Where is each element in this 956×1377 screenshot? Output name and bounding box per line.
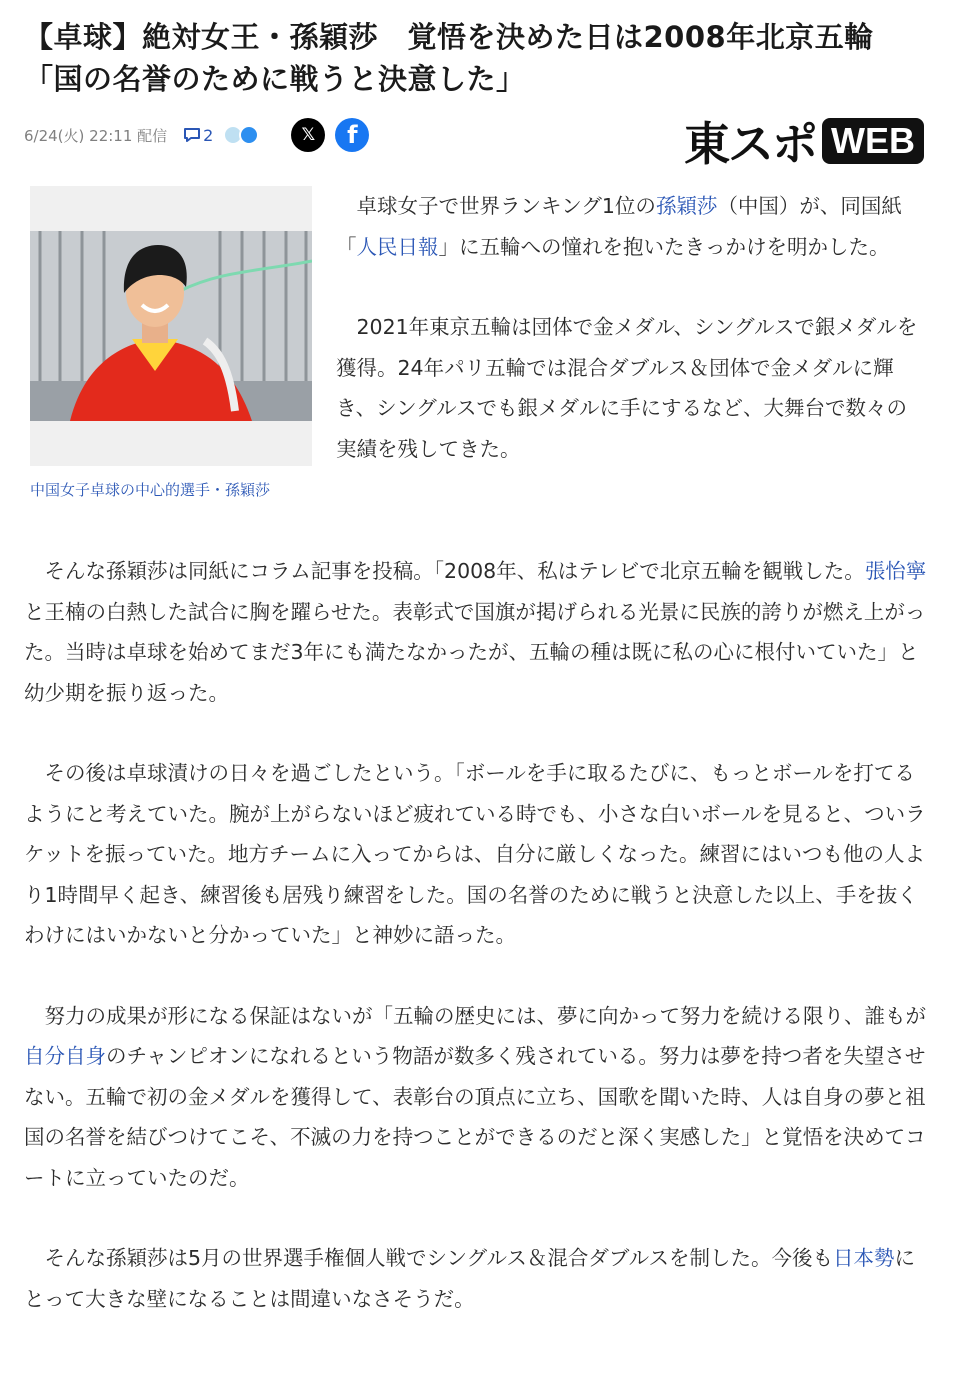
paragraph <box>24 753 928 956</box>
paragraph-text: そんな孫穎莎は同紙にコラム記事を投稿。「2008年、私はテレビで北京五輪を観戦した。 <box>24 559 865 583</box>
publisher-logo <box>684 108 924 174</box>
reaction-face-dark <box>239 125 259 145</box>
paragraph-text: 」に五輪への憧れを抱いたきっかけを明かした。 <box>438 234 890 259</box>
paragraph <box>24 1238 928 1319</box>
speech-bubble-icon <box>183 127 201 143</box>
paragraph <box>336 186 924 267</box>
publisher-logo-text: 東スポ <box>684 117 816 171</box>
x-logo-icon: 𝕏 <box>301 125 316 145</box>
article-title: 【卓球】絶対女王・孫穎莎 覚悟を決めた日は2008年北京五輪「国の名誉のために戦うと決意した」 <box>24 20 874 96</box>
keyword-link[interactable]: 孫穎莎 <box>655 194 718 218</box>
article-photo[interactable] <box>30 186 312 466</box>
paragraph-text: （中国）が、同国紙「 <box>336 194 902 259</box>
comment-count: 2 <box>203 125 214 145</box>
publisher-logo-badge: WEB <box>822 118 924 164</box>
paragraph-text: 努力の成果が形になる保証はないが「五輪の歴史には、夢に向かって努力を続ける限り、誰もが <box>24 1003 926 1028</box>
paragraph <box>24 551 928 713</box>
paragraph-text: にとって大きな壁になることは間違いなさそうだ。 <box>24 1246 915 1311</box>
article-body <box>24 551 928 1319</box>
paragraph-text: 卓球女子で世界ランキング1位の <box>336 194 656 218</box>
paragraph-text: そんな孫穎莎は5月の世界選手権個人戦でシングルス＆混合ダブルスを制した。今後も <box>24 1246 833 1270</box>
player-photo-image <box>30 231 312 421</box>
facebook-share-button[interactable] <box>335 118 369 152</box>
facebook-logo-icon: f <box>347 121 358 149</box>
comment-link[interactable] <box>183 126 213 145</box>
paragraph-text: 2021年東京五輪は団体で金メダル、シングルスで銀メダルを獲得。24年パリ五輪では混合ダブルス＆団体で金メダルに輝き、シングルスでも銀メダルに手にするなど、大舞台で数々の実績を残してきた。 <box>336 315 918 461</box>
x-share-button[interactable] <box>291 118 325 152</box>
lead-column <box>336 186 924 469</box>
paragraph-text: その後は卓球漬けの日々を過ごしたという。「ボールを手に取るたびに、もっとボールを打てるようにと考えていた。腕が上がらないほど疲れている時でも、小さな白いボールを見ると、ついラケットを振っていた。地方チームに入ってからは、自分に厳しくなった。練習にはいつも他の人より1時間早く起き、練習後も居残り練習をした。国の名誉のために戦うと決意した以上、手を抜くわけにはいかないと分かっていた」と神妙に語った。 <box>24 761 926 947</box>
publish-date: 6/24(火) 22:11 配信 <box>24 126 168 145</box>
keyword-link[interactable]: 日本勢 <box>832 1246 895 1270</box>
article-meta <box>24 117 369 153</box>
reaction-faces-icon[interactable] <box>223 123 263 147</box>
paragraph <box>336 307 924 469</box>
keyword-link[interactable]: 自分自身 <box>24 1044 106 1068</box>
photo-caption: 中国女子卓球の中心的選手・孫穎莎 <box>30 481 271 499</box>
keyword-link[interactable]: 人民日報 <box>356 234 439 259</box>
paragraph <box>24 996 928 1199</box>
keyword-link[interactable]: 張怡寧 <box>864 559 927 583</box>
paragraph-text: のチャンピオンになれるという物語が数多く残されている。努力は夢を持つ者を失望させない。五輪で初の金メダルを獲得して、表彰台の頂点に立ち、国歌を聞いた時、人は自身の夢と祖国の名誉を結びつけてこそ、不滅の力を持つことができるのだと深く実感した」と覚悟を決めてコートに立っていたのだ。 <box>24 1044 926 1190</box>
paragraph-text: と王楠の白熱した試合に胸を躍らせた。表彰式で国旗が掲げられる光景に民族的誇りが燃え上がった。当時は卓球を始めてまだ3年にも満たなかったが、五輪の種は既に私の心に根付いていた」と幼少期を振り返った。 <box>24 599 926 705</box>
